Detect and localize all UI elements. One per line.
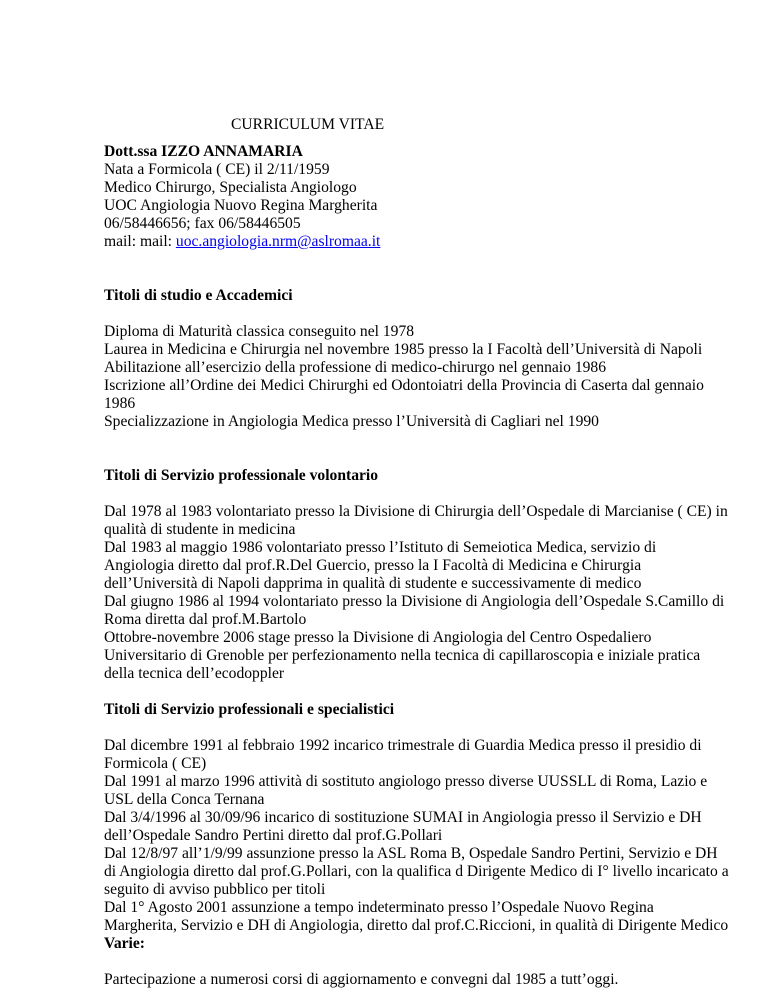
list-item: Dal 1991 al marzo 1996 attività di sostituto angiologo presso diverse UUSSLL di Roma, Lazio e <box>104 773 708 790</box>
list-item: Angiologia diretto dal prof.R.Del Guercio, presso la I Facoltà di Medicina e Chirurgia <box>104 557 642 574</box>
document-page <box>104 112 729 989</box>
list-item: Dal giugno 1986 al 1994 volontariato presso la Divisione di Angiologia dell’Ospedale S.Camillo di <box>104 593 725 610</box>
list-item: Formicola ( CE) <box>104 755 207 772</box>
list-item: Dal 1983 al maggio 1986 volontariato presso l’Istituto di Semeiotica Medica, servizio di <box>104 539 657 556</box>
list-item: Diploma di Maturità classica conseguito nel 1978 <box>104 323 415 340</box>
list-item: dell’Università di Napoli dapprima in qualità di studente e successivamente di medico <box>104 575 642 592</box>
person-name: Dott.ssa IZZO ANNAMARIA <box>104 143 303 160</box>
email-link[interactable]: uoc.angiologia.nrm@aslromaa.it <box>175 233 381 250</box>
list-item: Dal dicembre 1991 al febbraio 1992 incarico trimestrale di Guardia Medica presso il presidio di <box>104 737 702 754</box>
section-heading: Titoli di Servizio professionale volontario <box>104 467 379 484</box>
birth-info: Nata a Formicola ( CE) il 2/11/1959 <box>104 161 330 178</box>
email-label: mail: mail: <box>104 233 176 250</box>
work-unit: UOC Angiologia Nuovo Regina Margherita <box>104 197 378 214</box>
list-item: Iscrizione all’Ordine dei Medici Chirurghi ed Odontoiatri della Provincia di Caserta dal gennaio <box>104 377 704 394</box>
list-item: Ottobre-novembre 2006 stage presso la Divisione di Angiologia del Centro Ospedaliero <box>104 629 652 646</box>
section-professional-service <box>104 701 729 935</box>
document-title: CURRICULUM VITAE <box>231 116 385 133</box>
list-item: qualità di studente in medicina <box>104 521 296 538</box>
list-item: seguito di avviso pubblico per titoli <box>104 881 326 898</box>
section-heading: Titoli di studio e Accademici <box>104 287 293 304</box>
list-item: Specializzazione in Angiologia Medica presso l’Università di Cagliari nel 1990 <box>104 413 599 430</box>
section-heading: Varie: <box>104 935 145 952</box>
list-item: Dal 3/4/1996 al 30/09/96 incarico di sostituzione SUMAI in Angiologia presso il Servizio e DH <box>104 809 702 826</box>
list-item: della tecnica dell’ecodoppler <box>104 665 285 682</box>
list-item: Universitario di Grenoble per perfezionamento nella tecnica di capillaroscopia e iniziale pratica <box>104 647 701 664</box>
list-item: di Angiologia diretto dal prof.G.Pollari, con la qualifica d Dirigente Medico di I° livello incaricato a <box>104 863 729 880</box>
list-item: 1986 <box>104 395 136 412</box>
list-item: Partecipazione a numerosi corsi di aggiornamento e convegni dal 1985 a tutt’oggi. <box>104 971 619 988</box>
section-volunteer-service <box>104 467 728 683</box>
list-item: dell’Ospedale Sandro Pertini diretto dal prof.G.Pollari <box>104 827 443 844</box>
list-item: Roma diretta dal prof.M.Bartolo <box>104 611 307 628</box>
section-heading: Titoli di Servizio professionali e specialistici <box>104 701 395 718</box>
list-item: USL della Conca Ternana <box>104 791 265 808</box>
email-line <box>104 233 704 251</box>
section-studies <box>104 287 704 431</box>
phone-fax: 06/58446656; fax 06/58446505 <box>104 215 301 232</box>
list-item: Dal 1° Agosto 2001 assunzione a tempo indeterminato presso l’Ospedale Nuovo Regina <box>104 899 654 916</box>
profession: Medico Chirurgo, Specialista Angiologo <box>104 179 357 196</box>
list-item: Dal 1978 al 1983 volontariato presso la Divisione di Chirurgia dell’Ospedale di Marcianise ( CE) in <box>104 503 728 520</box>
list-item: Laurea in Medicina e Chirurgia nel novembre 1985 presso la I Facoltà dell’Università di Napoli <box>104 341 703 358</box>
list-item: Margherita, Servizio e DH di Angiologia, diretto dal prof.C.Riccioni, in qualità di Dirigente Medico <box>104 917 729 934</box>
personal-header <box>104 143 704 251</box>
list-item: Dal 12/8/97 all’1/9/99 assunzione presso la ASL Roma B, Ospedale Sandro Pertini, Servizio e DH <box>104 845 718 862</box>
list-item: Abilitazione all’esercizio della professione di medico-chirurgo nel gennaio 1986 <box>104 359 607 376</box>
section-misc <box>104 935 704 989</box>
